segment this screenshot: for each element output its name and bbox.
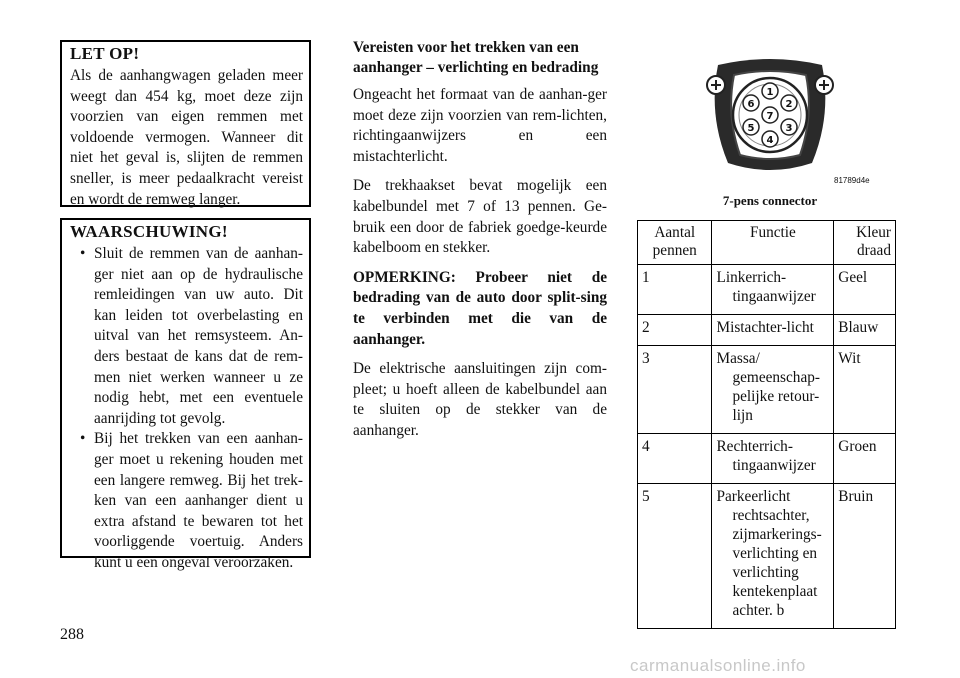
section-column: [353, 38, 607, 451]
pin-label: 6: [747, 99, 755, 110]
connector-diagram: [700, 45, 840, 185]
warning-item: • Sluit de remmen van de aanhan-ger niet aan op de hydraulische remleidingen van uw auto. Dit kan leiden tot overbelasting en uitval van het remsysteem. An-ders bestaat de kans dat de rem-men niet werken wanneer u ze nodig hebt, met een eventuele aanrijding tot gevolg.: [70, 244, 303, 429]
cell-function: Massa/ gemeenschap-pelijke retour-lijn: [716, 350, 820, 424]
warning-item: • Bij het trekken van een aanhan-ger moet u rekening houden met een langere remweg. Bij het trek-ken van een aanhanger dient u extra afstand te bewaren tot het voorliggende voertuig. Anders kunt u een ongeval veroorzaken.: [70, 429, 303, 573]
section-paragraph: De trekhaakset bevat mogelijk een kabelbundel met 7 of 13 pennen. Ge-bruik een door de fabriek goedge-keurde kabelboom en stekker.: [353, 177, 607, 257]
pin-label: 7: [766, 111, 774, 122]
caution-box: [60, 40, 311, 207]
watermark: carmanualsonline.info: [630, 656, 806, 675]
cell-function: Rechterrich-tingaanwijzer: [716, 438, 816, 474]
pin-label: 4: [766, 135, 774, 146]
cell-color: Groen: [834, 434, 896, 484]
warning-title: WAARSCHUWING!: [70, 222, 228, 241]
cell-color: Blauw: [834, 315, 896, 346]
cell-pin: 2: [638, 315, 712, 346]
table-row: [638, 484, 896, 629]
cell-pin: 5: [638, 484, 712, 629]
cell-color: Wit: [834, 346, 896, 434]
caution-title: LET OP!: [70, 44, 140, 63]
figure-caption: 7-pens connector: [722, 193, 818, 208]
warning-box: [60, 218, 311, 571]
table-row: [638, 346, 896, 434]
section-note: OPMERKING: Probeer niet de bedrading van de auto door split-sing te verbinden met die van de aanhanger.: [353, 268, 607, 348]
cell-function: Mistachter-licht: [716, 319, 814, 336]
section-paragraph: Ongeacht het formaat van de aanhan-ger moet deze zijn voorzien van rem-lichten, richtingaanwijzers en een mistachterlicht.: [353, 86, 607, 165]
pin-label: 2: [785, 99, 793, 110]
cell-color: Bruin: [834, 484, 896, 629]
page-number: 288: [60, 626, 84, 643]
table-row: [638, 434, 896, 484]
cell-pin: 4: [638, 434, 712, 484]
table-row: [638, 315, 896, 346]
table-row: [638, 265, 896, 315]
header-function: Functie: [712, 221, 834, 265]
caution-text: Als de aanhangwagen geladen meer weegt dan 454 kg, moet deze zijn voorzien van eigen remmen met voldoende vermogen. Wanneer dit niet het geval is, slijten de remmen sneller, is meer pedaalkracht vereist en wordt de remweg langer.: [70, 67, 303, 208]
pin-label: 5: [747, 123, 755, 134]
pin-label: 3: [785, 123, 793, 134]
cell-color: Geel: [834, 265, 896, 315]
warning-list: [70, 244, 303, 574]
connector-figure: [700, 45, 870, 185]
figure-code: 81789d4e: [834, 176, 870, 185]
cell-function: Linkerrich-tingaanwijzer: [716, 269, 816, 305]
cell-function: Parkeerlicht rechtsachter, zijmarkerings-verlichting en verlichting kentekenplaat achter. b: [716, 488, 822, 619]
table-header-row: [638, 221, 896, 265]
header-pins: Aantal pennen: [638, 221, 712, 265]
pin-label: 1: [766, 87, 774, 98]
pin-table: [637, 220, 896, 629]
cell-pin: 1: [638, 265, 712, 315]
section-paragraph: De elektrische aansluitingen zijn com-pleet; u hoeft alleen de kabelbundel aan te sluiten op de stekker van de aanhanger.: [353, 360, 607, 439]
section-heading: Vereisten voor het trekken van een aanhanger – verlichting en bedrading: [353, 39, 599, 76]
header-color: Kleur draad: [834, 221, 896, 265]
cell-pin: 3: [638, 346, 712, 434]
